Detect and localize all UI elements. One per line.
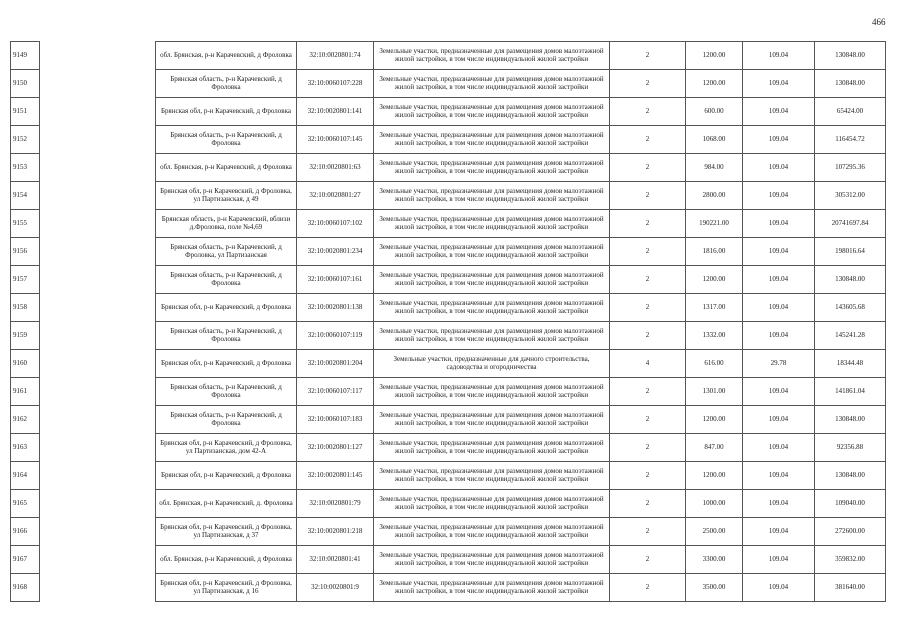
cadastral-value-cell: 18344.48	[815, 350, 886, 378]
spacer-cell	[40, 294, 156, 322]
cadastral-number-cell: 32:10:0020801:218	[297, 518, 374, 546]
spacer-cell	[40, 210, 156, 238]
cadastral-number-cell: 32:10:0020801:234	[297, 238, 374, 266]
table-row	[11, 378, 886, 406]
spacer-cell	[40, 350, 156, 378]
land-purpose-cell: Земельные участки, предназначенные для размещения домов малоэтажной жилой застройки, в том числе индивидуальной жилой застройки	[374, 266, 610, 294]
rate-cell: 109.04	[743, 406, 815, 434]
group-cell: 2	[610, 322, 686, 350]
address-cell: Брянская область, р-н Карачевский, д Фроловка	[156, 406, 297, 434]
area-cell: 190221.00	[686, 210, 743, 238]
row-number-cell: 9154	[11, 182, 40, 210]
rate-cell: 109.04	[743, 154, 815, 182]
cadastral-value-cell: 130848.00	[815, 406, 886, 434]
rate-cell: 109.04	[743, 518, 815, 546]
cadastral-value-cell: 381640.00	[815, 574, 886, 602]
address-cell: Брянская область, р-н Карачевский, д Фроловка	[156, 378, 297, 406]
address-cell: Брянская область, р-н Карачевский, д Фроловка	[156, 266, 297, 294]
group-cell: 2	[610, 70, 686, 98]
rate-cell: 109.04	[743, 126, 815, 154]
row-number-cell: 9158	[11, 294, 40, 322]
area-cell: 1816.00	[686, 238, 743, 266]
cadastral-value-cell: 109040.00	[815, 490, 886, 518]
area-cell: 616.00	[686, 350, 743, 378]
spacer-cell	[40, 266, 156, 294]
address-cell: Брянская обл, р-н Карачевский, д Фроловка, ул Партизанская, дом 42-А	[156, 434, 297, 462]
row-number-cell: 9151	[11, 98, 40, 126]
table-row	[11, 154, 886, 182]
cadastral-value-cell: 20741697.84	[815, 210, 886, 238]
cadastral-number-cell: 32:10:0060107:145	[297, 126, 374, 154]
land-purpose-cell: Земельные участки, предназначенные для размещения домов малоэтажной жилой застройки, в том числе индивидуальной жилой застройки	[374, 462, 610, 490]
area-cell: 1000.00	[686, 490, 743, 518]
cadastral-number-cell: 32:10:0060107:183	[297, 406, 374, 434]
cadastral-number-cell: 32:10:0020801:138	[297, 294, 374, 322]
row-number-cell: 9168	[11, 574, 40, 602]
rate-cell: 109.04	[743, 70, 815, 98]
table-row	[11, 574, 886, 602]
address-cell: Брянская область, р-н Карачевский, д Фроловка, ул Партизанская	[156, 238, 297, 266]
table-row	[11, 518, 886, 546]
group-cell: 2	[610, 294, 686, 322]
cadastral-number-cell: 32:10:0020801:63	[297, 154, 374, 182]
group-cell: 2	[610, 518, 686, 546]
spacer-cell	[40, 462, 156, 490]
cadastral-value-cell: 107295.36	[815, 154, 886, 182]
cadastral-value-cell: 92356.88	[815, 434, 886, 462]
address-cell: Брянская обл, р-н Карачевский, д Фроловка, ул Партизанская, д 49	[156, 182, 297, 210]
cadastral-value-cell: 143605.68	[815, 294, 886, 322]
area-cell: 1301.00	[686, 378, 743, 406]
group-cell: 2	[610, 238, 686, 266]
table-row	[11, 182, 886, 210]
spacer-cell	[40, 126, 156, 154]
area-cell: 2800.00	[686, 182, 743, 210]
spacer-cell	[40, 98, 156, 126]
table-row	[11, 490, 886, 518]
cadastral-value-cell: 130848.00	[815, 266, 886, 294]
rate-cell: 109.04	[743, 238, 815, 266]
cadastral-value-cell: 65424.00	[815, 98, 886, 126]
table-row	[11, 70, 886, 98]
spacer-cell	[40, 546, 156, 574]
row-number-cell: 9165	[11, 490, 40, 518]
land-purpose-cell: Земельные участки, предназначенные для размещения домов малоэтажной жилой застройки, в том числе индивидуальной жилой застройки	[374, 378, 610, 406]
cadastral-number-cell: 32:10:0060107:119	[297, 322, 374, 350]
row-number-cell: 9157	[11, 266, 40, 294]
table-row	[11, 294, 886, 322]
area-cell: 1200.00	[686, 70, 743, 98]
address-cell: Брянская обл, р-н Карачевский, д Фроловка, ул Партизанская, д 16	[156, 574, 297, 602]
group-cell: 2	[610, 182, 686, 210]
land-purpose-cell: Земельные участки, предназначенные для размещения домов малоэтажной жилой застройки, в том числе индивидуальной жилой застройки	[374, 70, 610, 98]
page-number: 466	[872, 17, 886, 27]
area-cell: 984.00	[686, 154, 743, 182]
rate-cell: 109.04	[743, 574, 815, 602]
land-purpose-cell: Земельные участки, предназначенные для размещения домов малоэтажной жилой застройки, в том числе индивидуальной жилой застройки	[374, 210, 610, 238]
spacer-cell	[40, 406, 156, 434]
rate-cell: 109.04	[743, 42, 815, 70]
group-cell: 2	[610, 42, 686, 70]
row-number-cell: 9152	[11, 126, 40, 154]
rate-cell: 109.04	[743, 266, 815, 294]
group-cell: 2	[610, 406, 686, 434]
spacer-cell	[40, 154, 156, 182]
group-cell: 2	[610, 434, 686, 462]
cadastral-table	[10, 41, 886, 602]
group-cell: 2	[610, 154, 686, 182]
rate-cell: 109.04	[743, 210, 815, 238]
group-cell: 2	[610, 490, 686, 518]
spacer-cell	[40, 70, 156, 98]
group-cell: 2	[610, 378, 686, 406]
area-cell: 1200.00	[686, 266, 743, 294]
spacer-cell	[40, 574, 156, 602]
rate-cell: 109.04	[743, 462, 815, 490]
rate-cell: 29.78	[743, 350, 815, 378]
row-number-cell: 9167	[11, 546, 40, 574]
area-cell: 1068.00	[686, 126, 743, 154]
spacer-cell	[40, 518, 156, 546]
spacer-cell	[40, 42, 156, 70]
row-number-cell: 9153	[11, 154, 40, 182]
land-purpose-cell: Земельные участки, предназначенные для дачного строительства, садоводства и огородничества	[374, 350, 610, 378]
row-number-cell: 9159	[11, 322, 40, 350]
cadastral-number-cell: 32:10:0020801:145	[297, 462, 374, 490]
rate-cell: 109.04	[743, 322, 815, 350]
table-row	[11, 42, 886, 70]
rate-cell: 109.04	[743, 490, 815, 518]
land-purpose-cell: Земельные участки, предназначенные для размещения домов малоэтажной жилой застройки, в том числе индивидуальной жилой застройки	[374, 126, 610, 154]
area-cell: 3500.00	[686, 574, 743, 602]
row-number-cell: 9156	[11, 238, 40, 266]
address-cell: обл. Брянская, р-н Карачевский, д Фроловка	[156, 546, 297, 574]
area-cell: 1332.00	[686, 322, 743, 350]
cadastral-number-cell: 32:10:0020801:74	[297, 42, 374, 70]
row-number-cell: 9155	[11, 210, 40, 238]
land-purpose-cell: Земельные участки, предназначенные для размещения домов малоэтажной жилой застройки, в том числе индивидуальной жилой застройки	[374, 434, 610, 462]
area-cell: 3300.00	[686, 546, 743, 574]
cadastral-number-cell: 32:10:0020801:204	[297, 350, 374, 378]
table-row	[11, 266, 886, 294]
address-cell: Брянская область, р-н Карачевский, д Фроловка	[156, 70, 297, 98]
land-purpose-cell: Земельные участки, предназначенные для размещения домов малоэтажной жилой застройки, в том числе индивидуальной жилой застройки	[374, 322, 610, 350]
table-row	[11, 238, 886, 266]
spacer-cell	[40, 182, 156, 210]
rate-cell: 109.04	[743, 434, 815, 462]
cadastral-number-cell: 32:10:0060107:117	[297, 378, 374, 406]
address-cell: Брянская обл, р-н Карачевский, д Фроловка	[156, 350, 297, 378]
cadastral-value-cell: 130848.00	[815, 462, 886, 490]
table-row	[11, 546, 886, 574]
area-cell: 1317.00	[686, 294, 743, 322]
spacer-cell	[40, 434, 156, 462]
cadastral-number-cell: 32:10:0060107:228	[297, 70, 374, 98]
address-cell: Брянская обл, р-н Карачевский, д Фроловка	[156, 98, 297, 126]
area-cell: 847.00	[686, 434, 743, 462]
table-row	[11, 98, 886, 126]
group-cell: 2	[610, 574, 686, 602]
land-purpose-cell: Земельные участки, предназначенные для размещения домов малоэтажной жилой застройки, в том числе индивидуальной жилой застройки	[374, 154, 610, 182]
land-purpose-cell: Земельные участки, предназначенные для размещения домов малоэтажной жилой застройки, в том числе индивидуальной жилой застройки	[374, 182, 610, 210]
row-number-cell: 9164	[11, 462, 40, 490]
area-cell: 600.00	[686, 98, 743, 126]
rate-cell: 109.04	[743, 378, 815, 406]
area-cell: 1200.00	[686, 406, 743, 434]
table-row	[11, 462, 886, 490]
address-cell: Брянская обл, р-н Карачевский, д Фроловка, ул Партизанская, д 37	[156, 518, 297, 546]
land-purpose-cell: Земельные участки, предназначенные для размещения домов малоэтажной жилой застройки, в том числе индивидуальной жилой застройки	[374, 518, 610, 546]
land-purpose-cell: Земельные участки, предназначенные для размещения домов малоэтажной жилой застройки, в том числе индивидуальной жилой застройки	[374, 406, 610, 434]
row-number-cell: 9160	[11, 350, 40, 378]
cadastral-value-cell: 141861.04	[815, 378, 886, 406]
group-cell: 4	[610, 350, 686, 378]
address-cell: обл. Брянская, р-н Карачевский, д Фроловка	[156, 42, 297, 70]
address-cell: Брянская область, р-н Карачевский, вблизи д.Фроловка, поле №4,69	[156, 210, 297, 238]
cadastral-value-cell: 130848.00	[815, 42, 886, 70]
address-cell: Брянская обл, р-н Карачевский, д Фроловка	[156, 294, 297, 322]
group-cell: 2	[610, 210, 686, 238]
spacer-cell	[40, 378, 156, 406]
address-cell: обл. Брянская, р-н Карачевский, д. Фроловка	[156, 490, 297, 518]
group-cell: 2	[610, 546, 686, 574]
land-purpose-cell: Земельные участки, предназначенные для размещения домов малоэтажной жилой застройки, в том числе индивидуальной жилой застройки	[374, 294, 610, 322]
spacer-cell	[40, 238, 156, 266]
cadastral-number-cell: 32:10:0020801:79	[297, 490, 374, 518]
address-cell: Брянская область, р-н Карачевский, д Фроловка	[156, 126, 297, 154]
rate-cell: 109.04	[743, 546, 815, 574]
land-purpose-cell: Земельные участки, предназначенные для размещения домов малоэтажной жилой застройки, в том числе индивидуальной жилой застройки	[374, 574, 610, 602]
area-cell: 2500.00	[686, 518, 743, 546]
rate-cell: 109.04	[743, 294, 815, 322]
cadastral-number-cell: 32:10:0020801:9	[297, 574, 374, 602]
cadastral-value-cell: 272600.00	[815, 518, 886, 546]
address-cell: Брянская обл, р-н Карачевский, д Фроловка	[156, 462, 297, 490]
spacer-cell	[40, 322, 156, 350]
table-row	[11, 126, 886, 154]
address-cell: обл. Брянская, р-н Карачевский, д Фроловка	[156, 154, 297, 182]
row-number-cell: 9163	[11, 434, 40, 462]
cadastral-value-cell: 198016.64	[815, 238, 886, 266]
cadastral-number-cell: 32:10:0060107:161	[297, 266, 374, 294]
address-cell: Брянская область, р-н Карачевский, д Фроловка	[156, 322, 297, 350]
land-purpose-cell: Земельные участки, предназначенные для размещения домов малоэтажной жилой застройки, в том числе индивидуальной жилой застройки	[374, 490, 610, 518]
table-row	[11, 322, 886, 350]
cadastral-number-cell: 32:10:0060107:102	[297, 210, 374, 238]
group-cell: 2	[610, 462, 686, 490]
table-row	[11, 350, 886, 378]
area-cell: 1200.00	[686, 462, 743, 490]
cadastral-number-cell: 32:10:0020801:41	[297, 546, 374, 574]
table-body	[11, 42, 886, 602]
row-number-cell: 9162	[11, 406, 40, 434]
group-cell: 2	[610, 266, 686, 294]
land-purpose-cell: Земельные участки, предназначенные для размещения домов малоэтажной жилой застройки, в том числе индивидуальной жилой застройки	[374, 98, 610, 126]
cadastral-value-cell: 305312.00	[815, 182, 886, 210]
land-purpose-cell: Земельные участки, предназначенные для размещения домов малоэтажной жилой застройки, в том числе индивидуальной жилой застройки	[374, 42, 610, 70]
land-purpose-cell: Земельные участки, предназначенные для размещения домов малоэтажной жилой застройки, в том числе индивидуальной жилой застройки	[374, 238, 610, 266]
group-cell: 2	[610, 98, 686, 126]
cadastral-value-cell: 130848.00	[815, 70, 886, 98]
row-number-cell: 9150	[11, 70, 40, 98]
spacer-cell	[40, 490, 156, 518]
rate-cell: 109.04	[743, 98, 815, 126]
group-cell: 2	[610, 126, 686, 154]
table-row	[11, 210, 886, 238]
cadastral-number-cell: 32:10:0020801:27	[297, 182, 374, 210]
row-number-cell: 9161	[11, 378, 40, 406]
area-cell: 1200.00	[686, 42, 743, 70]
land-purpose-cell: Земельные участки, предназначенные для размещения домов малоэтажной жилой застройки, в том числе индивидуальной жилой застройки	[374, 546, 610, 574]
table-row	[11, 406, 886, 434]
cadastral-number-cell: 32:10:0020801:127	[297, 434, 374, 462]
table-row	[11, 434, 886, 462]
cadastral-value-cell: 116454.72	[815, 126, 886, 154]
rate-cell: 109.04	[743, 182, 815, 210]
row-number-cell: 9166	[11, 518, 40, 546]
row-number-cell: 9149	[11, 42, 40, 70]
cadastral-number-cell: 32:10:0020801:141	[297, 98, 374, 126]
cadastral-value-cell: 359832.00	[815, 546, 886, 574]
cadastral-value-cell: 145241.28	[815, 322, 886, 350]
